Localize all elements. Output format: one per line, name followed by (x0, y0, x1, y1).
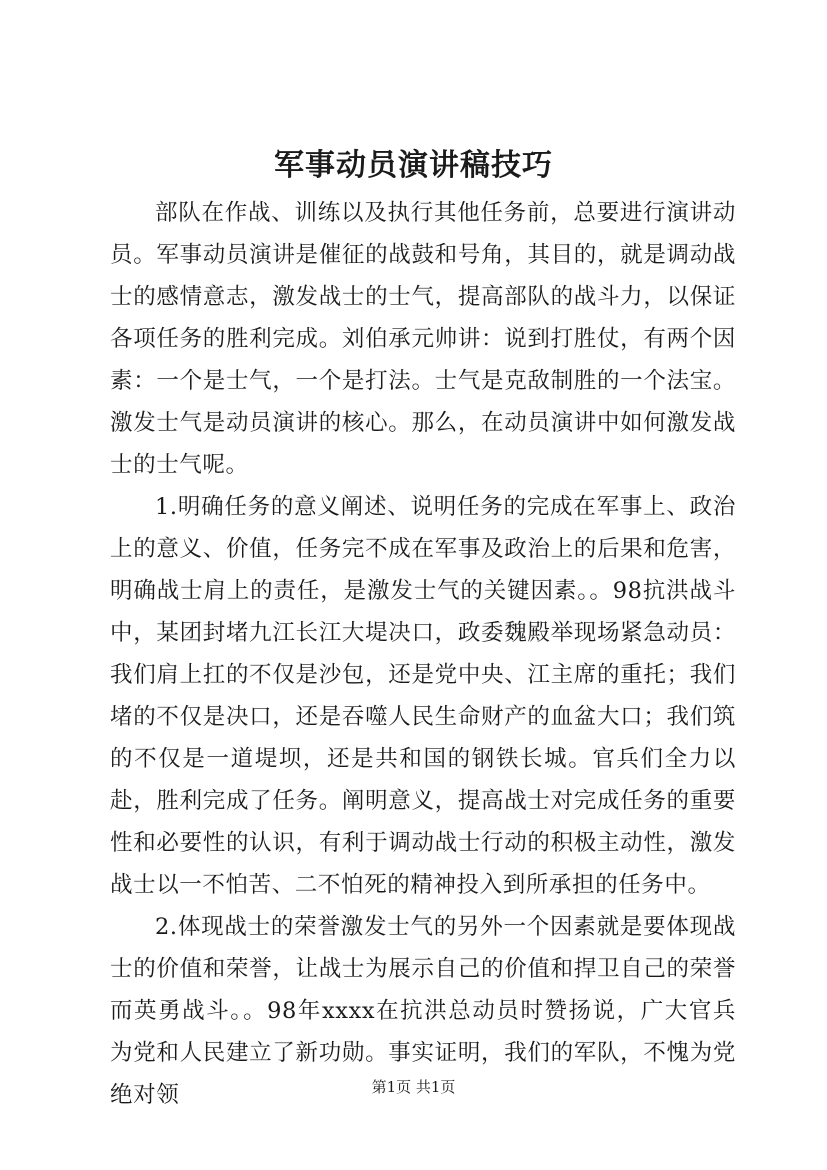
paragraph-point-1: 1.明确任务的意义阐述、说明任务的完成在军事上、政治上的意义、价值，任务完不成在军事及政治上的后果和危害，明确战士肩上的责任，是激发士气的关键因素。。98抗洪战斗中，某团封堵九江长江大堤决口，政委魏殿举现场紧急动员：我们肩上扛的不仅是沙包，还是党中央、江主席的重托；我们堵的不仅是决口，还是吞噬人民生命财产的血盆大口；我们筑的不仅是一道堤坝，还是共和国的钢铁长城。官兵们全力以赴，胜利完成了任务。阐明意义，提高战士对完成任务的重要性和必要性的认识，有利于调动战士行动的积极主动性，激发战士以一不怕苦、二不怕死的精神投入到所承担的任务中。 (110, 494, 736, 898)
paragraph-intro: 部队在作战、训练以及执行其他任务前，总要进行演讲动员。军事动员演讲是催征的战鼓和号角，其目的，就是调动战士的感情意志，激发战士的士气，提高部队的战斗力，以保证各项任务的胜利完成。刘伯承元帅讲：说到打胜仗，有两个因素：一个是士气，一个是打法。士气是克敌制胜的一个法宝。激发士气是动员演讲的核心。那么，在动员演讲中如何激发战士的士气呢。 (110, 200, 736, 478)
page-footer: 第1页 共1页 (371, 1078, 456, 1096)
document-title: 军事动员演讲稿技巧 (274, 148, 553, 183)
paragraph-point-2: 2.体现战士的荣誉激发士气的另外一个因素就是要体现战士的价值和荣誉，让战士为展示自己的价值和捍卫自己的荣誉而英勇战斗。。98年xxxx在抗洪总动员时赞扬说，广大官兵为党和人民建立了新功勋。事实证明，我们的军队，不愧为党绝对领 (110, 914, 736, 1108)
document-body (110, 192, 736, 1116)
